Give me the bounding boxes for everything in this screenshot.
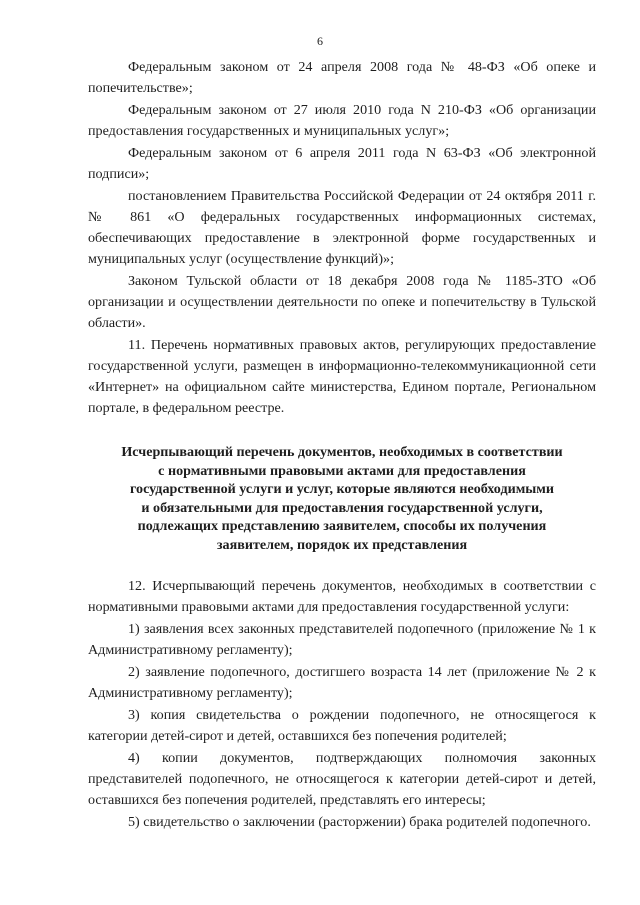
list-item-5: 5) свидетельство о заключении (расторжении) брака родителей подопечного. [128, 814, 591, 830]
section-heading [88, 443, 596, 554]
page-number: 6 [317, 34, 323, 48]
paragraph-item-12: 12. Исчерпывающий перечень документов, необходимых в соответствии с нормативными правовыми актами для предоставления государственной услуги: [88, 578, 596, 615]
list-item-4: 4) копии документов, подтверждающих полномочия законных представителей подопечного, не относящегося к категории детей-сирот и детей, оставшихся без попечения родителей, представлять его интересы; [88, 750, 596, 808]
heading-line: государственной услуги и услуг, которые являются необходимыми [129, 481, 555, 497]
heading-line: подлежащих представлению заявителем, способы их получения [137, 518, 547, 534]
paragraph-law-210fz: Федеральным законом от 27 июля 2010 года N 210-ФЗ «Об организации предоставления государственных и муниципальных услуг»; [88, 102, 596, 139]
heading-line: и обязательными для предоставления государственной услуги, [141, 499, 543, 516]
paragraph-tula-law: Законом Тульской области от 18 декабря 2008 года № 1185-ЗТО «Об организации и осуществлении деятельности по опеке и попечительству в Тульской области». [88, 273, 596, 331]
heading-line: Исчерпывающий перечень документов, необходимых в соответствии [121, 444, 563, 460]
list-item-2: 2) заявление подопечного, достигшего возраста 14 лет (приложение № 2 к Административному регламенту); [88, 664, 596, 701]
heading-line: с нормативными правовыми актами для предоставления [158, 462, 526, 479]
paragraph-law-63fz: Федеральным законом от 6 апреля 2011 года N 63-ФЗ «Об электронной подписи»; [88, 145, 596, 182]
paragraph-resolution-861: постановлением Правительства Российской Федерации от 24 октября 2011 г. № 861 «О федеральных государственных информационных системах, обеспечивающих предоставление в электронной форме государственных и муниципальных услуг (осуществление функций)»; [88, 188, 596, 267]
heading-line: заявителем, порядок их представления [216, 536, 468, 553]
document-body [88, 57, 596, 833]
paragraph-law-48fz: Федеральным законом от 24 апреля 2008 года № 48-ФЗ «Об опеке и попечительстве»; [88, 59, 596, 96]
list-item-3: 3) копия свидетельства о рождении подопечного, не относящегося к категории детей-сирот и детей, оставшихся без попечения родителей; [88, 707, 596, 744]
paragraph-item-11: 11. Перечень нормативных правовых актов, регулирующих предоставление государственной услуги, размещен в информационно-телекоммуникационной сети «Интернет» на официальном сайте министерства, Едином портале, Региональном портале, в федеральном реестре. [88, 337, 596, 416]
list-item-1: 1) заявления всех законных представителей подопечного (приложение № 1 к Административному регламенту); [88, 621, 596, 658]
